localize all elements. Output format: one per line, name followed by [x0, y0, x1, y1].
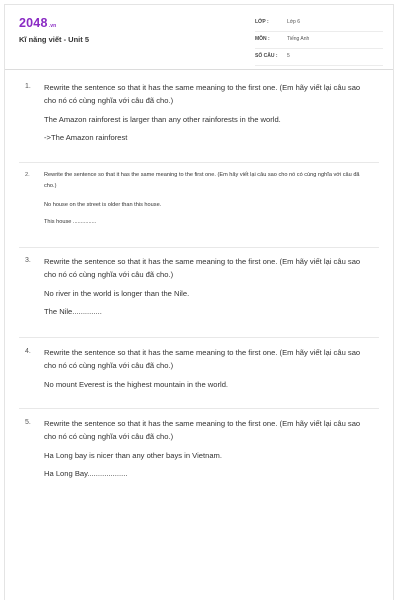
question-2 — [19, 170, 371, 225]
worksheet-title: Kĩ năng viết - Unit 5 — [19, 35, 90, 44]
worksheet-header — [5, 5, 393, 63]
logo-main-text: 2048 — [19, 16, 48, 30]
question-answer: Ha Long Bay................... — [44, 469, 128, 478]
meta-label-question-count: SỐ CÂU : — [255, 53, 278, 59]
meta-row-question-count — [255, 49, 383, 66]
meta-row-subject — [255, 32, 383, 49]
meta-label-subject: MÔN : — [255, 36, 270, 42]
question-3 — [19, 255, 371, 316]
question-sentence: No mount Everest is the highest mountain in the world. — [44, 380, 229, 389]
question-separator — [19, 247, 379, 248]
question-number: 5. — [25, 419, 31, 426]
worksheet-meta — [255, 15, 383, 66]
question-1 — [19, 81, 371, 142]
meta-value-question-count: 5 — [287, 53, 290, 59]
meta-value-class: Lớp 6 — [287, 19, 301, 25]
site-logo[interactable] — [19, 16, 56, 30]
question-number: 1. — [25, 83, 31, 90]
question-number: 3. — [25, 257, 31, 264]
meta-label-class: LỚP : — [255, 19, 269, 25]
worksheet-page — [4, 4, 394, 600]
question-instruction: Rewrite the sentence so that it has the same meaning to the first one. (Em hãy viết lại câu sao cho nó có cùng nghĩa với câu đã cho.) — [44, 83, 361, 105]
question-4 — [19, 346, 371, 389]
question-separator — [19, 337, 379, 338]
question-instruction: Rewrite the sentence so that it has the same meaning to the first one. (Em hãy viết lại câu sao cho nó có cùng nghĩa với câu đã cho.) — [44, 257, 361, 279]
question-sentence: No river in the world is longer than the Nile. — [44, 289, 190, 298]
question-separator — [19, 408, 379, 409]
question-answer: The Nile.............. — [44, 307, 102, 316]
question-sentence: No house on the street is older than this house. — [44, 202, 162, 208]
question-instruction: Rewrite the sentence so that it has the same meaning to the first one. (Em hãy viết lại câu sao cho nó có cùng nghĩa với câu đã cho.) — [44, 419, 361, 441]
question-number: 2. — [25, 172, 30, 178]
question-instruction: Rewrite the sentence so that it has the same meaning to the first one. (Em hãy viết lại câu sao cho nó có cùng nghĩa với câu đã cho.) — [44, 348, 361, 370]
question-sentence: Ha Long bay is nicer than any other bays in Vietnam. — [44, 451, 222, 460]
question-sentence: The Amazon rainforest is larger than any other rainforests in the world. — [44, 115, 281, 124]
question-instruction: Rewrite the sentence so that it has the same meaning to the first one. (Em hãy viết lại câu sao cho nó có cùng nghĩa với câu đã cho.) — [44, 172, 360, 189]
question-5 — [19, 417, 371, 478]
question-separator — [19, 162, 379, 163]
logo-sub-text: .vn — [48, 23, 57, 29]
question-answer: This house ............... — [44, 219, 97, 225]
meta-row-class — [255, 15, 383, 32]
header-divider — [5, 69, 393, 70]
meta-value-subject: Tiếng Anh — [287, 36, 310, 42]
question-number: 4. — [25, 348, 31, 355]
question-answer: ->The Amazon rainforest — [44, 133, 128, 142]
